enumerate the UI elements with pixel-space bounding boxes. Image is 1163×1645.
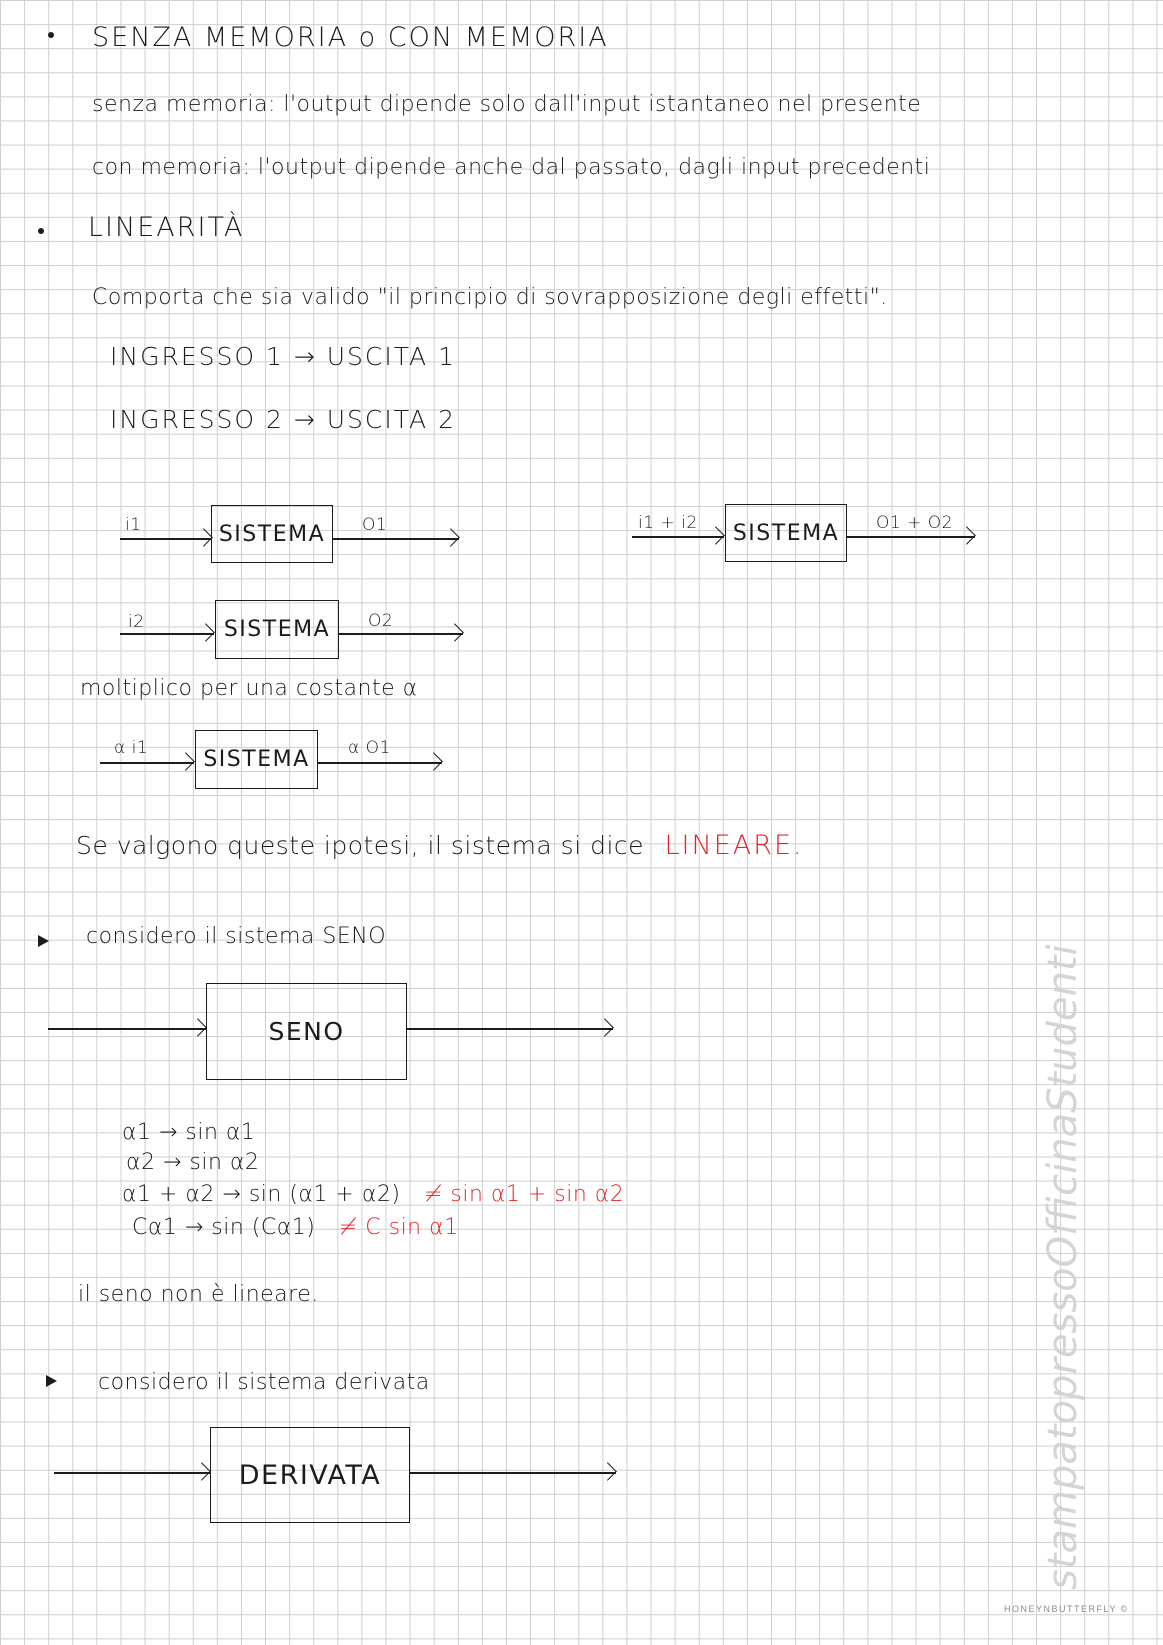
- section-title-seno: considero il sistema SENO: [86, 924, 387, 949]
- diagram-3-system-block: SISTEMA: [725, 504, 847, 562]
- diagram-4-output-label: α O1: [348, 738, 391, 758]
- linearita-description: Comporta che sia valido "il principio di sovrapposizione degli effetti".: [92, 285, 888, 310]
- seno-eq-3: [122, 1182, 624, 1207]
- diagram-4-input-label: α i1: [114, 738, 149, 758]
- conclusion-text: [76, 830, 804, 861]
- conclusion-main: Se valgono queste ipotesi, il sistema si dice: [76, 831, 645, 860]
- triangle-bullet: [46, 1375, 57, 1387]
- diagram-3-input-arrow: [632, 536, 724, 538]
- memoria-line-2: con memoria: l'output dipende anche dal passato, dagli input precedenti: [92, 155, 931, 180]
- triangle-bullet: [38, 935, 49, 947]
- seno-eq-3-not-equal: ≠ sin α1 + sin α2: [423, 1182, 625, 1207]
- diagram-1-output-label: O1: [362, 515, 388, 535]
- diagram-1-output-arrow: [333, 538, 459, 540]
- seno-output-arrow: [407, 1028, 613, 1030]
- diagram-1-input-label: i1: [125, 515, 142, 535]
- diagram-2-output-label: O2: [368, 611, 394, 631]
- conclusion-lineare: LINEARE.: [664, 830, 804, 861]
- seno-not-linear-note: il seno non è lineare.: [78, 1282, 319, 1307]
- diagram-2-system-block: SISTEMA: [215, 600, 339, 659]
- seno-eq-4: [132, 1215, 459, 1240]
- derivata-input-arrow: [54, 1472, 210, 1474]
- watermark-text: stampatopressoOfficinaStudenti: [1040, 944, 1086, 1590]
- memoria-line-1: senza memoria: l'output dipende solo dall'input istantaneo nel presente: [92, 92, 922, 117]
- diagram-4-output-arrow: [318, 762, 442, 764]
- seno-system-block: SENO: [206, 983, 407, 1080]
- diagram-1-system-block: SISTEMA: [211, 505, 333, 563]
- diagram-2-input-label: i2: [128, 612, 145, 632]
- derivata-system-block: DERIVATA: [210, 1427, 410, 1523]
- seno-eq-4-not-equal: ≠ C sin α1: [338, 1215, 459, 1240]
- seno-eq-2: α2 → sin α2: [126, 1150, 260, 1175]
- diagram-1-input-arrow: [120, 538, 212, 540]
- derivata-output-arrow: [410, 1472, 616, 1474]
- section-title-derivata: considero il sistema derivata: [98, 1370, 430, 1395]
- diagram-4-input-arrow: [100, 762, 194, 764]
- diagram-3-output-arrow: [847, 536, 975, 538]
- rule-ingresso-2: INGRESSO 2 → USCITA 2: [110, 405, 457, 434]
- diagram-2-output-arrow: [339, 633, 463, 635]
- diagram-2-input-arrow: [120, 633, 214, 635]
- seno-input-arrow: [48, 1028, 206, 1030]
- section-title-linearita: LINEARITÀ: [88, 212, 245, 243]
- brand-footer: HONEYNBUTTERFLY ©: [1004, 1604, 1129, 1614]
- diagram-3-output-label: O1 + O2: [876, 513, 953, 533]
- bullet-dot: [48, 32, 54, 38]
- seno-eq-3-left: α1 + α2 → sin (α1 + α2): [122, 1182, 401, 1207]
- bullet-dot: [38, 228, 44, 234]
- multiply-constant-note: moltiplico per una costante α: [80, 676, 418, 701]
- seno-eq-1: α1 → sin α1: [122, 1120, 256, 1145]
- rule-ingresso-1: INGRESSO 1 → USCITA 1: [110, 342, 457, 371]
- section-title-memoria: SENZA MEMORIA o CON MEMORIA: [92, 22, 609, 53]
- diagram-4-system-block: SISTEMA: [195, 730, 318, 789]
- seno-eq-4-left: Cα1 → sin (Cα1): [132, 1215, 316, 1240]
- diagram-3-input-label: i1 + i2: [638, 513, 698, 533]
